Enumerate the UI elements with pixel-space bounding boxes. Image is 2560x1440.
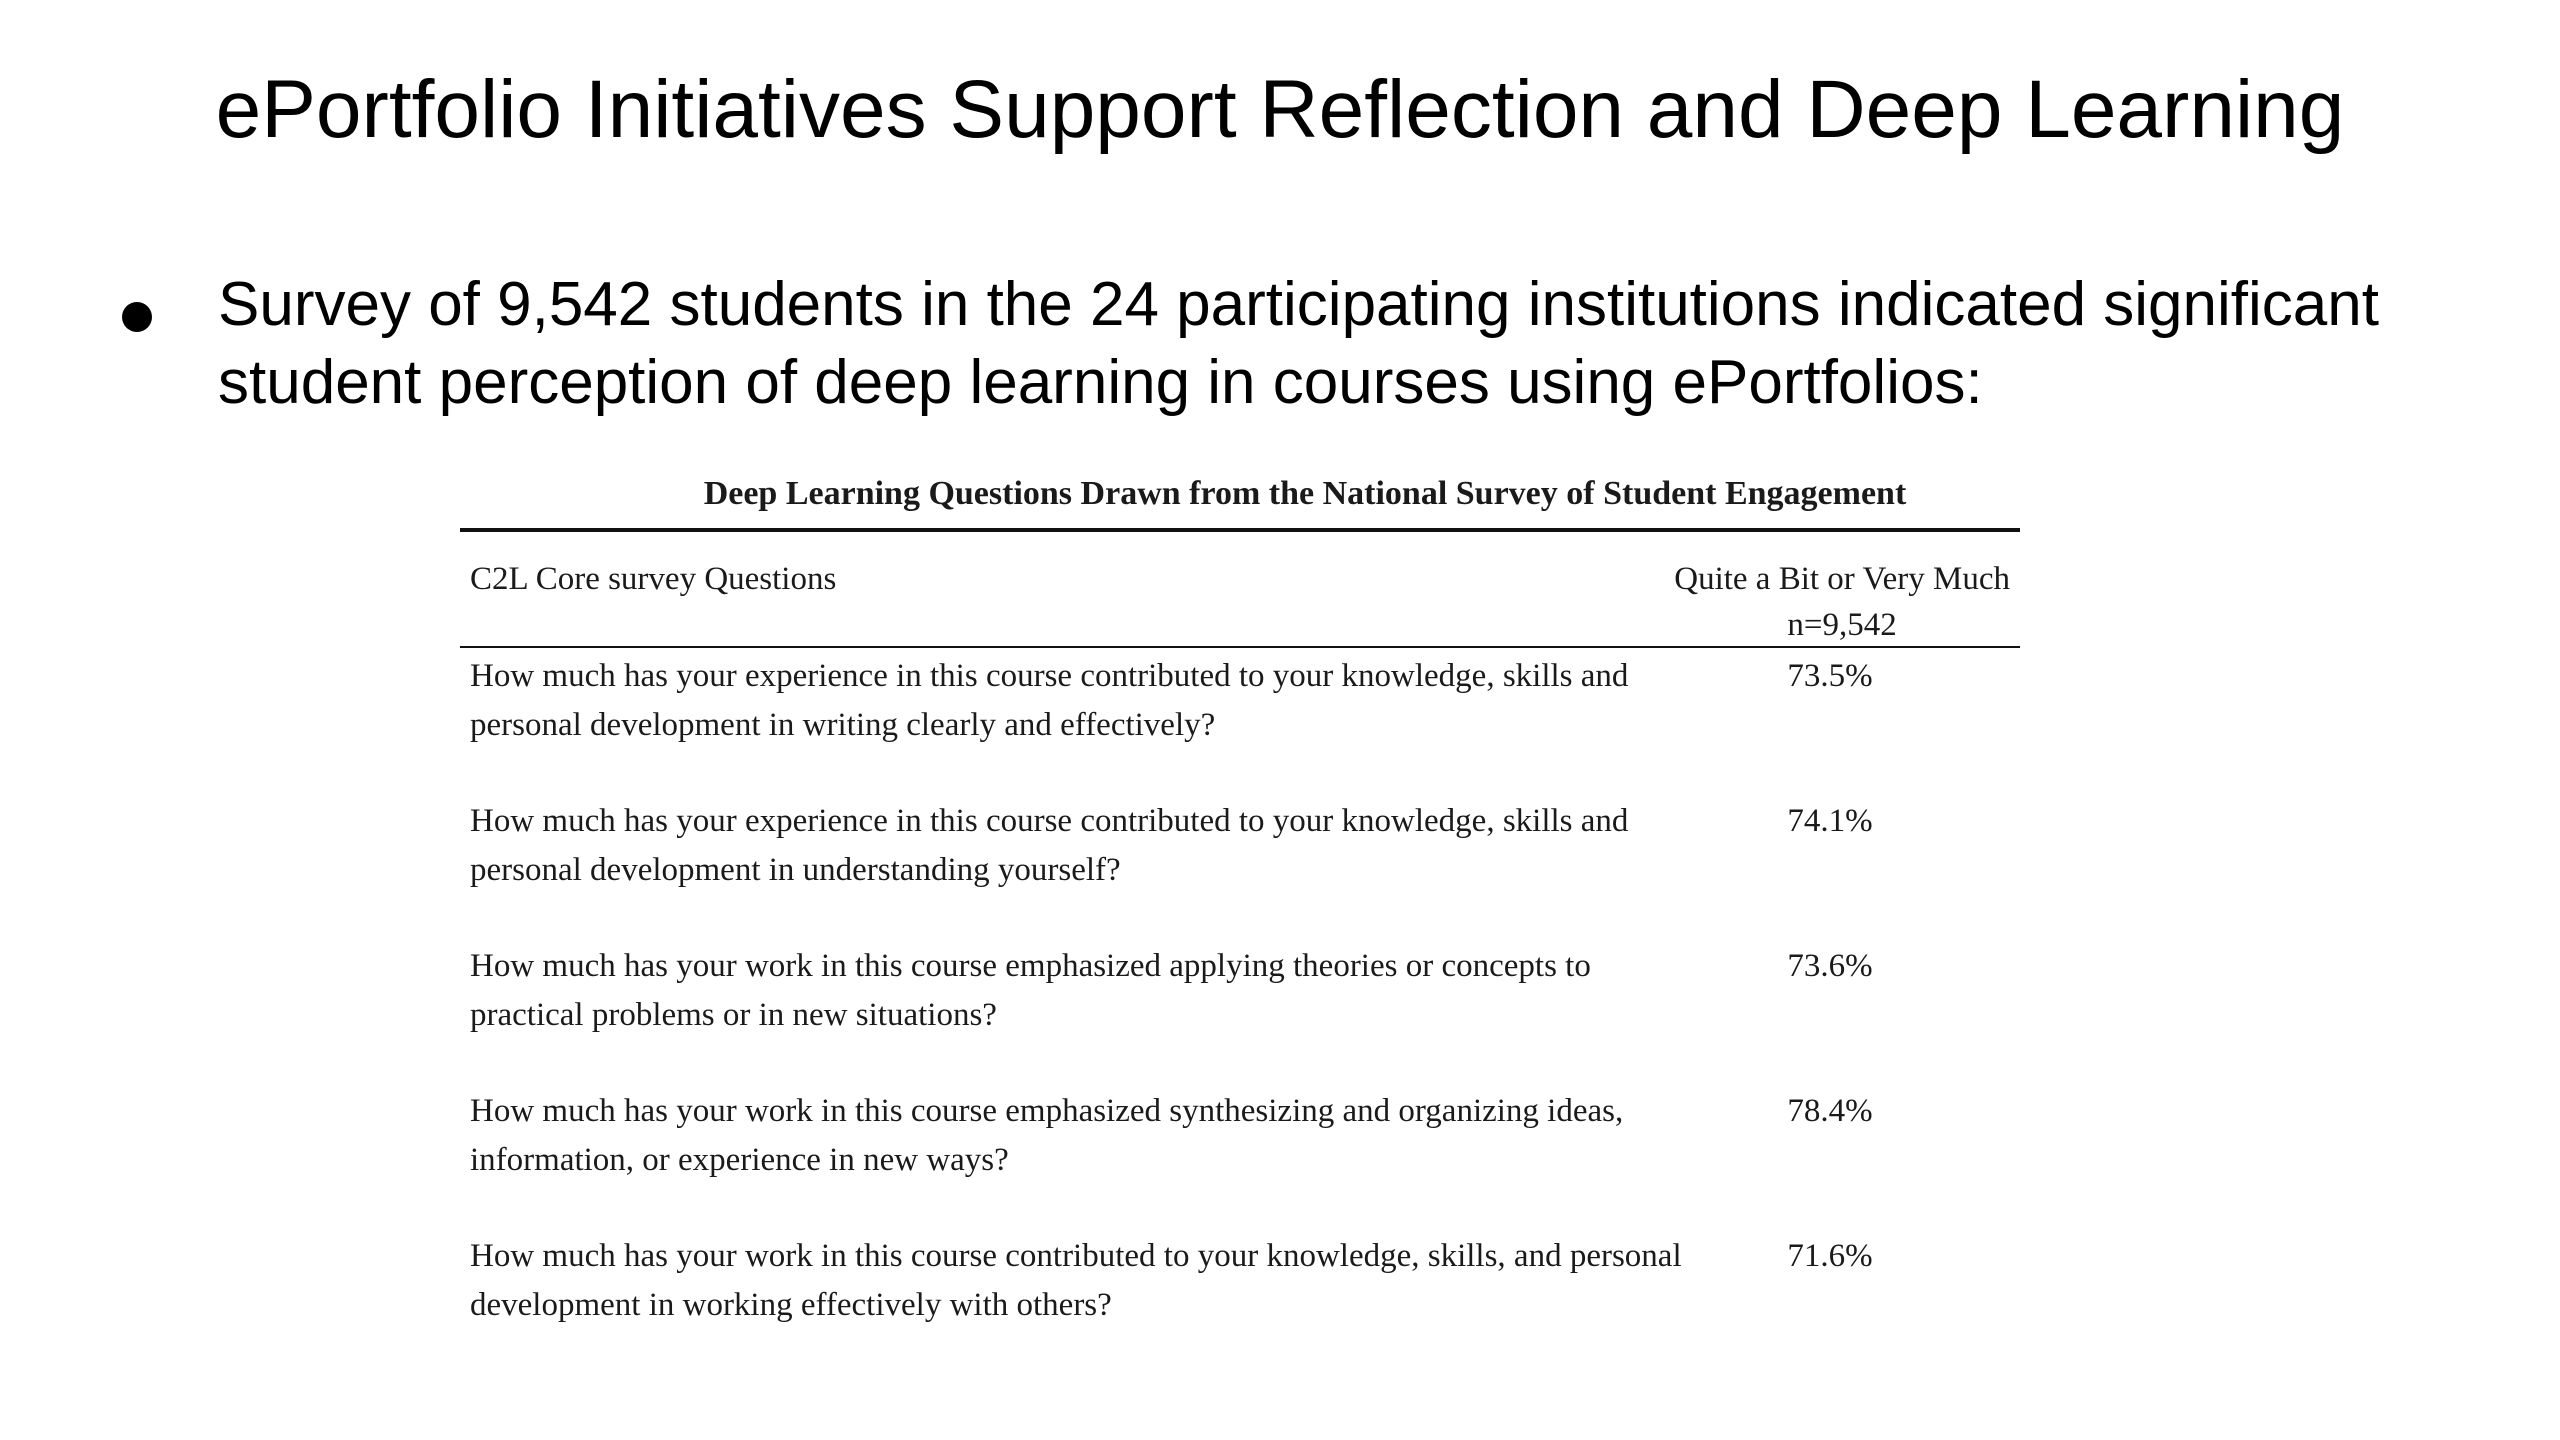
question-text: How much has your experience in this course contributed to your knowledge, skills and personal development in writing clearly and effectively? (470, 658, 1629, 743)
table-row (460, 648, 2020, 793)
question-text: How much has your work in this course emphasized synthesizing and organizing ideas, information, or experience in new ways? (470, 1093, 1624, 1178)
percent-value: 71.6% (1787, 1238, 1873, 1274)
table-body (460, 648, 2020, 1373)
bullet-text: Survey of 9,542 students in the 24 participating institutions indicated significant student perception of deep learning in courses using ePortfolios: (218, 270, 2379, 417)
header-questions: C2L Core survey Questions (470, 561, 837, 597)
percent-value: 74.1% (1787, 803, 1873, 839)
table-header-row (460, 532, 2020, 646)
table-title: Deep Learning Questions Drawn from the National Survey of Student Engagement (703, 475, 1907, 512)
percent-value: 78.4% (1787, 1093, 1873, 1129)
header-values (1674, 556, 2010, 648)
bullet-dot-icon (122, 302, 152, 332)
table-row (460, 938, 2020, 1083)
percent-value: 73.6% (1787, 948, 1873, 984)
header-values-label: Quite a Bit or Very Much (1674, 561, 2010, 597)
question-text: How much has your experience in this course contributed to your knowledge, skills and personal development in understanding yourself? (470, 803, 1629, 888)
percent-value: 73.5% (1787, 658, 1873, 694)
slide-title: ePortfolio Initiatives Support Reflection and Deep Learning (215, 64, 2345, 155)
table-row (460, 793, 2020, 938)
question-text: How much has your work in this course emphasized applying theories or concepts to practical problems or in new situations? (470, 948, 1591, 1033)
question-text: How much has your work in this course contributed to your knowledge, skills, and personal development in working effectively with others? (470, 1238, 1682, 1323)
table-row (460, 1083, 2020, 1228)
table-row (460, 1228, 2020, 1373)
header-sample-size: n=9,542 (1787, 607, 1897, 643)
survey-table (460, 472, 2020, 1373)
